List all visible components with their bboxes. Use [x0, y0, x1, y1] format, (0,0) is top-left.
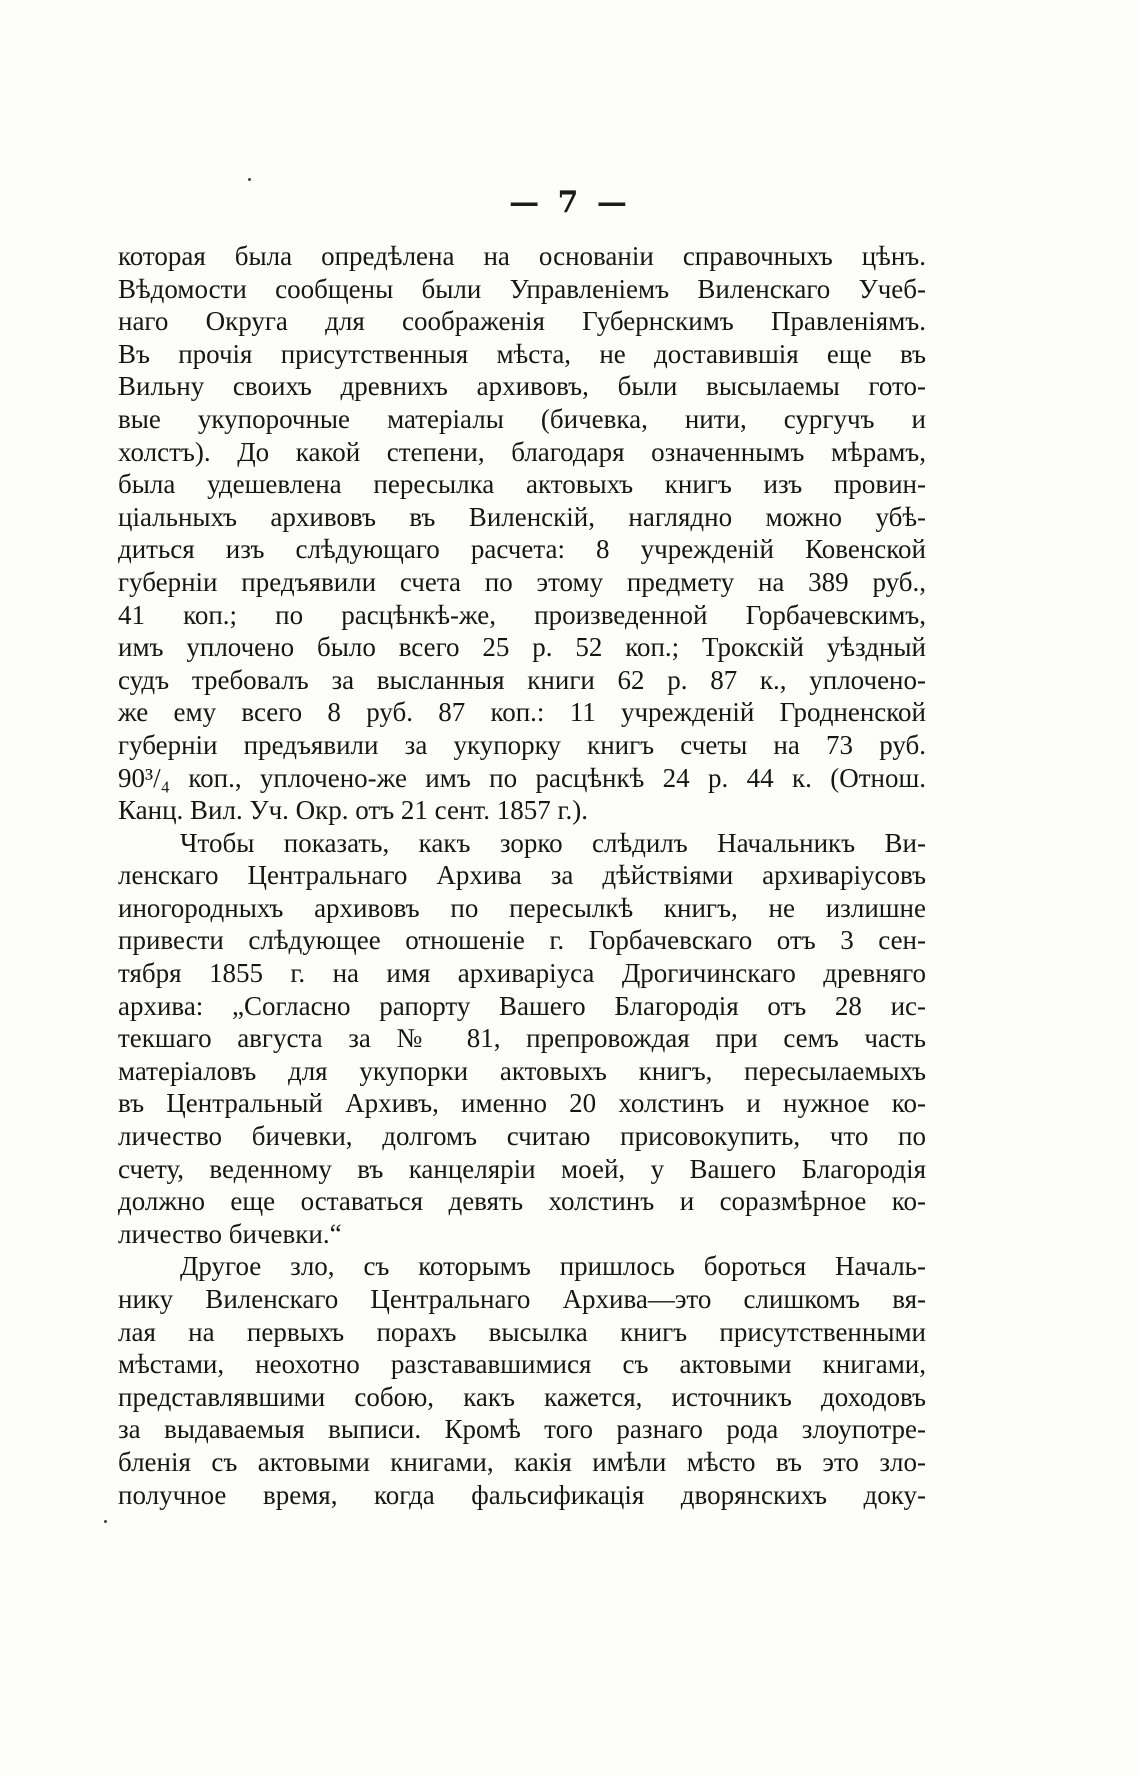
text-line: ціальныхъ архивовъ въ Виленскій, наглядно можно убѣ- — [118, 501, 926, 532]
text-line: Чтобы показать, какъ зорко слѣдилъ Начальникъ Ви- — [180, 827, 926, 858]
text-line: вые укупорочные матеріалы (бичевка, нити, сургучъ и — [118, 403, 926, 434]
text-line: 90³/₄ коп., уплочено-же имъ по расцѣнкѣ 24 р. 44 к. (Отнош. — [118, 762, 926, 793]
text-line: получное время, когда фальсификація дворянскихъ доку- — [118, 1479, 926, 1510]
paragraph-1 — [118, 240, 926, 827]
text-line: Въ прочія присутственныя мѣста, не доставившія еще въ — [118, 338, 926, 369]
text-line: ленскаго Центральнаго Архива за дѣйствіями архиваріусовъ — [118, 860, 926, 891]
page-number: — 7 — — [509, 185, 631, 220]
text-line: должно еще оставаться девять холстинъ и соразмѣрное ко- — [118, 1186, 926, 1217]
scan-speck — [104, 1520, 107, 1523]
text-line: Вѣдомости сообщены были Управленіемъ Виленскаго Учеб- — [118, 273, 926, 304]
scan-speck — [248, 178, 251, 181]
text-line: диться изъ слѣдующаго расчета: 8 учрежденій Ковенской — [118, 534, 926, 565]
text-line: бленія съ актовыми книгами, какія имѣли мѣсто въ это зло- — [118, 1446, 926, 1477]
text-line: архива: „Согласно рапорту Вашего Благородія отъ 28 ис- — [118, 990, 926, 1021]
body-text — [118, 240, 926, 1511]
text-line: нику Виленскаго Центральнаго Архива—это слишкомъ вя- — [118, 1284, 926, 1314]
text-line: которая была опредѣлена на основаніи справочныхъ цѣнъ. — [118, 241, 926, 271]
paragraph-2 — [118, 827, 926, 1251]
text-line: иногородныхъ архивовъ по пересылкѣ книгъ, не излишне — [118, 892, 926, 923]
text-line: мѣстами, неохотно разстававшимися съ актовыми книгами, — [118, 1349, 926, 1380]
text-line: лая на первыхъ порахъ высылка книгъ присутственными — [118, 1316, 926, 1347]
text-line: имъ уплочено было всего 25 р. 52 коп.; Трокскій уѣздный — [118, 632, 926, 663]
text-line: судъ требовалъ за высланныя книги 62 р. 87 к., уплочено- — [118, 664, 926, 695]
text-line: Вильну своихъ древнихъ архивовъ, были высылаемы гото- — [118, 371, 926, 402]
text-line: была удешевлена пересылка актовыхъ книгъ изъ провин- — [118, 469, 926, 500]
text-line: губерніи предъявили счета по этому предмету на 389 руб., — [118, 566, 926, 597]
text-line: въ Центральный Архивъ, именно 20 холстинъ и нужное ко- — [118, 1088, 926, 1119]
text-line: 41 коп.; по расцѣнкѣ-же, произведенной Горбачевскимъ, — [118, 599, 926, 630]
text-line: наго Округа для соображенія Губернскимъ Правленіямъ. — [118, 306, 926, 337]
text-line: личество бичевки, долгомъ считаю присовокупить, что по — [118, 1121, 926, 1152]
text-line: тября 1855 г. на имя архиваріуса Дрогичинскаго древняго — [118, 958, 926, 989]
text-line: Другое зло, съ которымъ пришлось бороться Началь- — [180, 1251, 926, 1282]
paragraph-3 — [118, 1250, 926, 1511]
text-line: за выдаваемыя выписи. Кромѣ того разнаго рода злоупотре- — [118, 1414, 926, 1445]
text-line: личество бичевки.“ — [118, 1218, 342, 1249]
text-line: представлявшими собою, какъ кажется, источникъ доходовъ — [118, 1381, 926, 1412]
text-line: привести слѣдующее отношеніе г. Горбачевскаго отъ 3 сен- — [118, 925, 926, 956]
text-line: холстъ). До какой степени, благодаря означеннымъ мѣрамъ, — [118, 436, 926, 467]
text-line: текшаго августа за № 81, препровождая при семъ часть — [118, 1023, 926, 1054]
text-line: Канц. Вил. Уч. Окр. отъ 21 сент. 1857 г.). — [118, 795, 588, 826]
text-line: счету, веденному въ канцеляріи моей, у Вашего Благородія — [118, 1153, 926, 1184]
text-line: же ему всего 8 руб. 87 коп.: 11 учрежденій Гродненской — [118, 697, 926, 728]
text-line: матеріаловъ для укупорки актовыхъ книгъ, пересылаемыхъ — [118, 1055, 926, 1086]
text-line: губерніи предъявили за укупорку книгъ счеты на 73 руб. — [118, 729, 926, 760]
